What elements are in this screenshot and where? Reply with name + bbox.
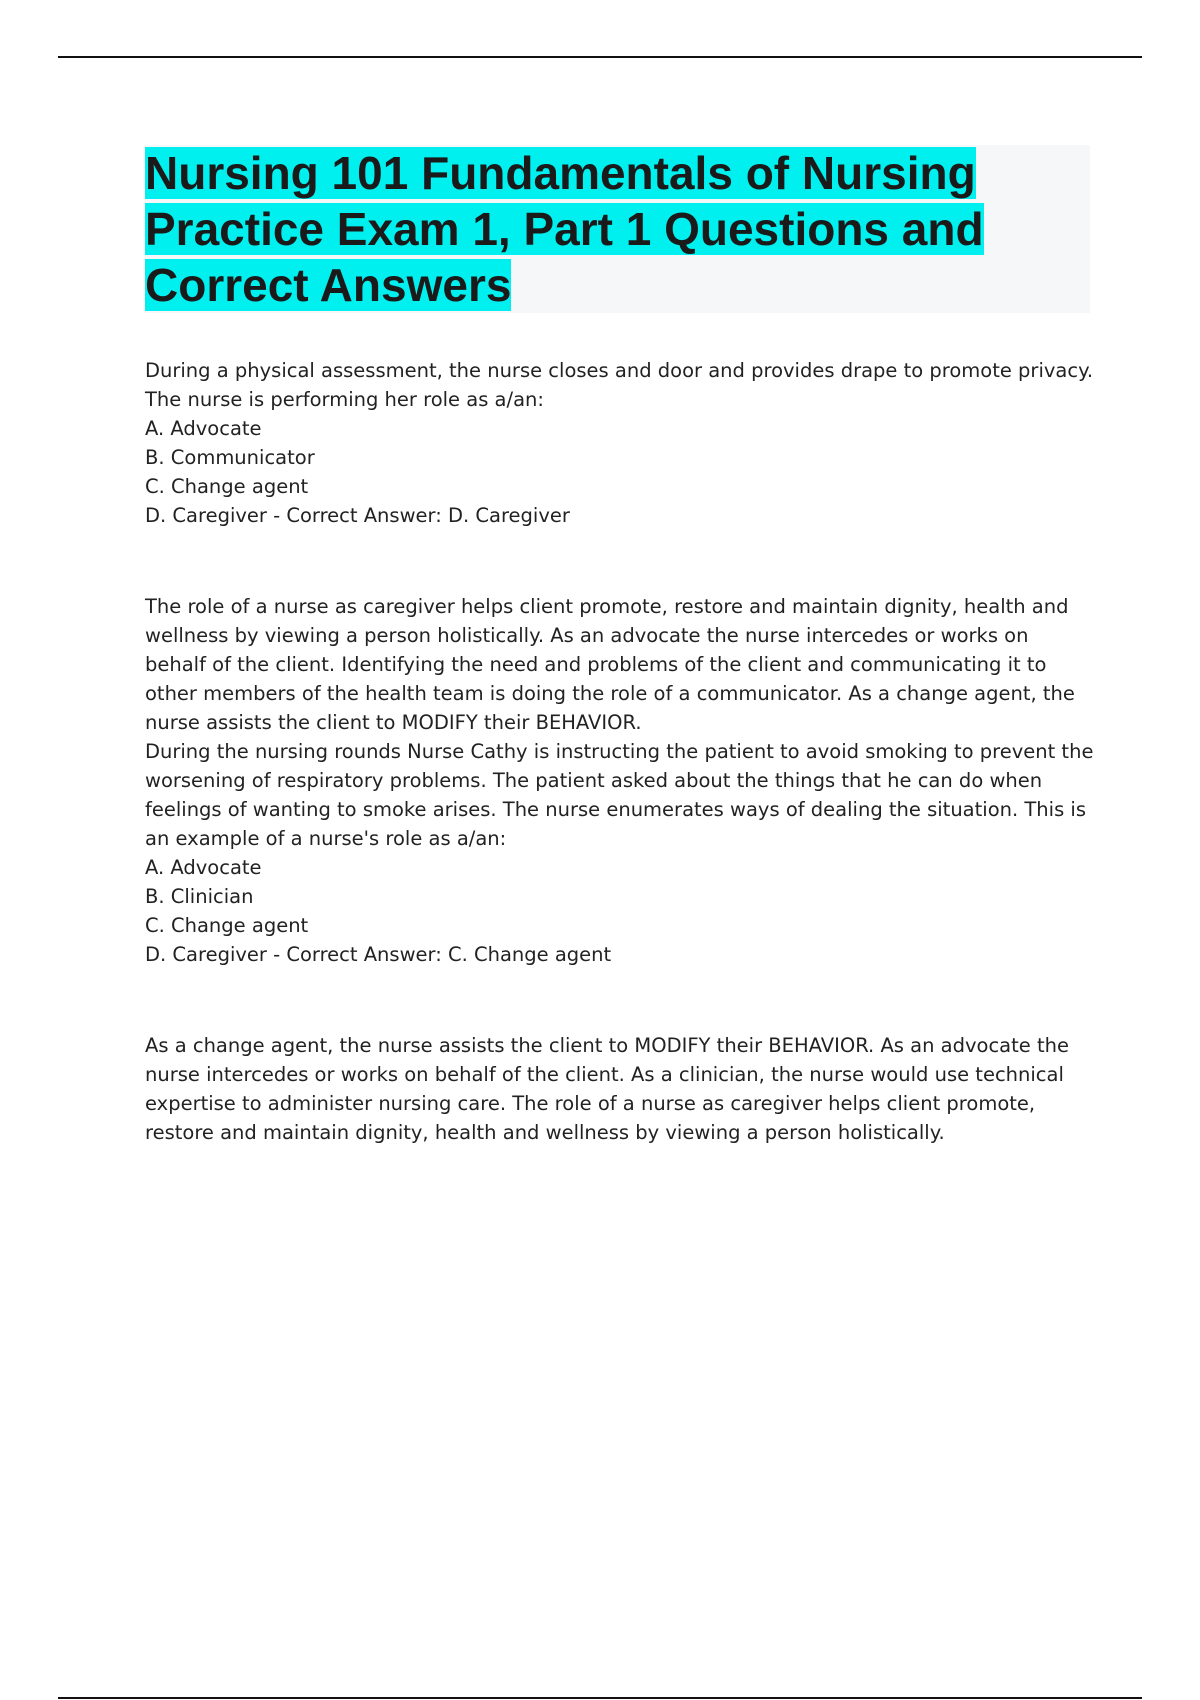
answer-option-c: C. Change agent (145, 914, 309, 937)
bottom-rule (58, 1697, 1142, 1699)
answer-option-d: D. Caregiver - Correct Answer: C. Change agent (145, 943, 612, 966)
answer-option-d: D. Caregiver - Correct Answer: D. Caregiver (145, 504, 570, 527)
answer-option-b: B. Communicator (145, 446, 315, 469)
rationale-text: The role of a nurse as caregiver helps client promote, restore and maintain dignity, health and wellness by viewing a person holistically. As an advocate the nurse intercedes or works on behalf of the client. Identifying the need and problems of the client and communicating it to other members of the health team is doing the role of a communicator. As a change agent, the nurse assists the client to MODIFY their BEHAVIOR. (145, 595, 1075, 734)
answer-option-c: C. Change agent (145, 475, 309, 498)
title-line-1: Nursing 101 Fundamentals of Nursing (145, 147, 976, 199)
rationale-text: As a change agent, the nurse assists the client to MODIFY their BEHAVIOR. As an advocate the nurse intercedes or works on behalf of the client. As a clinician, the nurse would use technical expertise to administer nursing care. The role of a nurse as caregiver helps client promote, restore and maintain dignity, health and wellness by viewing a person holistically. (145, 1034, 1069, 1144)
answer-option-b: B. Clinician (145, 885, 254, 908)
top-rule (58, 56, 1142, 58)
document-body (145, 356, 1095, 1147)
answer-option-a: A. Advocate (145, 856, 262, 879)
title-line-3: Correct Answers (145, 259, 512, 311)
question-block-2 (145, 737, 1095, 1147)
title-line-2: Practice Exam 1, Part 1 Questions and (145, 203, 984, 255)
answer-option-a: A. Advocate (145, 417, 262, 440)
question-text: During a physical assessment, the nurse closes and door and provides drape to promote privacy. The nurse is performing her role as a/an: (145, 359, 1094, 411)
title-block (145, 145, 1090, 313)
question-block-1 (145, 356, 1095, 737)
question-text: During the nursing rounds Nurse Cathy is instructing the patient to avoid smoking to prevent the worsening of respiratory problems. The patient asked about the things that he can do when feelings of wanting to smoke arises. The nurse enumerates ways of dealing the situation. This is an example of a nurse's role as a/an: (145, 740, 1094, 850)
document-title (145, 145, 1090, 313)
